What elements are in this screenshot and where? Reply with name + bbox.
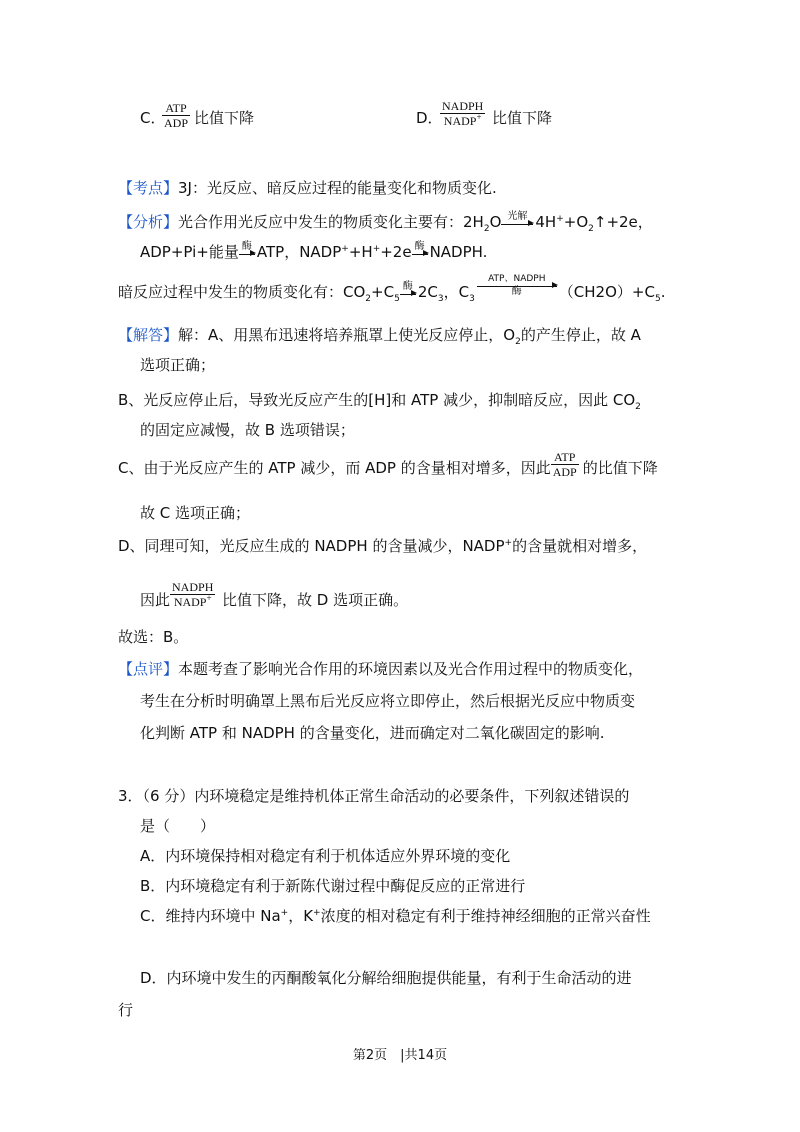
kaodian-tag: 【考点】 [118, 179, 179, 197]
guangjie-arrow-label: 光解 [507, 211, 528, 222]
reaction-arrow [501, 222, 533, 225]
jieda-line-b2: 的固定应减慢，故 B 选项错误； [140, 421, 355, 439]
c1-fraction: ATP ADP [552, 450, 577, 479]
answer-line: 故选：B。 [118, 628, 189, 646]
option-d-denominator: NADP+ [443, 112, 482, 128]
reaction-arrow [477, 284, 557, 287]
option-c-denominator: ADP [164, 116, 189, 130]
jieda-line-d1: D、同理可知，光反应生成的 NADPH 的含量减少，NADP+的含量就相对增多， [118, 537, 648, 555]
option-d-numerator: NADPH [442, 99, 484, 113]
option-c-text: 比值下降 [194, 109, 255, 127]
option-c-label: C． [140, 109, 166, 127]
option-d-text: 比值下降 [492, 109, 553, 127]
enzyme-arrow-label: 酶 [511, 286, 522, 297]
page-footer: 第2页 |共14页 [352, 1048, 448, 1063]
enzyme-arrow-label: 酶 [414, 241, 425, 252]
dianping-line-1: 【点评】本题考查了影响光合作用的环境因素以及光合作用过程中的物质变化， [118, 660, 644, 678]
reaction-arrow [239, 252, 255, 255]
kaodian-text: 3J：光反应、暗反应过程的能量变化和物质变化. [178, 179, 497, 197]
fenxi-line-2: ADP+Pi+能量 酶 ATP，NADP++H++2e 酶 NADPH. [140, 241, 488, 261]
jieda-line-c2: 故 C 选项正确； [140, 504, 251, 522]
q3-stem-line-2: 是（ ） [140, 817, 216, 835]
option-d-label: D． [416, 109, 443, 127]
q3-option-d-line-2: 行 [118, 1001, 134, 1019]
jieda-line-b1: B、光反应停止后，导致光反应产生的[H]和 ATP 减少，抑制暗反应，因此 $CO_2$ [118, 391, 641, 412]
fenxi-tag: 【分析】 [118, 213, 179, 231]
enzyme-arrow-label: 酶 [241, 241, 252, 252]
option-c-fraction [162, 101, 190, 130]
q3-option-d-line-1: D．内环境中发生的丙酮酸氧化分解给细胞提供能量，有利于生命活动的进 [140, 969, 632, 987]
q3-option-c: C．维持内环境中 Na+，K+浓度的相对稳定有利于维持神经细胞的正常兴奋性 [140, 907, 651, 925]
jieda-line-c1: C、由于光反应产生的 ATP 减少，而 ADP 的含量相对增多，因此 ATP ADP 的比值下降 [118, 450, 658, 479]
kaodian-line [118, 178, 497, 198]
reaction-arrow [412, 252, 428, 255]
option-d-fraction [440, 99, 485, 128]
enzyme-arrow-label: 酶 [402, 281, 413, 292]
atp-nadph-arrow-label: ATP、NADPH [488, 274, 546, 284]
fenxi-line-3: 暗反应过程中发生的物质变化有：$CO_2+C_5$ 酶 $2C_3$，$C_3$ ATP、NADPH 酶 $(CH2O)+C_5$. [118, 274, 666, 304]
q3-option-b: B．内环境稳定有利于新陈代谢过程中酶促反应的正常进行 [140, 877, 526, 895]
jieda-line-a1: 【解答】解：A、用黑布迅速将培养瓶罩上使光反应停止，$O_2$的产生停止，故 A [118, 326, 641, 347]
jieda-line-d2: 因此 NADPH NADP+ 比值下降，故 D 选项正确。 [140, 580, 409, 609]
fenxi-line-1: 【分析】光合作用光反应中发生的物质变化主要有：$2H_2O$ 光解 $4H^++O_2↑+2e$， [118, 211, 653, 234]
jieda-line-a2: 选项正确； [140, 356, 216, 374]
dianping-tag: 【点评】 [118, 660, 179, 678]
dianping-line-3: 化判断 ATP 和 NADPH 的含量变化，进而确定对二氧化碳固定的影响. [140, 724, 605, 742]
q3-option-a: A．内环境保持相对稳定有利于机体适应外界环境的变化 [140, 847, 511, 865]
dianping-line-2: 考生在分析时明确罩上黑布后光反应将立即停止，然后根据光反应中物质变 [140, 692, 636, 710]
option-c-numerator: ATP [162, 101, 190, 116]
d2-fraction: NADPH NADP+ [172, 580, 214, 609]
q3-stem-line-1: 3．（6 分）内环境稳定是维持机体正常生命活动的必要条件，下列叙述错误的 [118, 787, 630, 805]
reaction-arrow [400, 292, 416, 295]
jieda-tag: 【解答】 [118, 326, 179, 344]
